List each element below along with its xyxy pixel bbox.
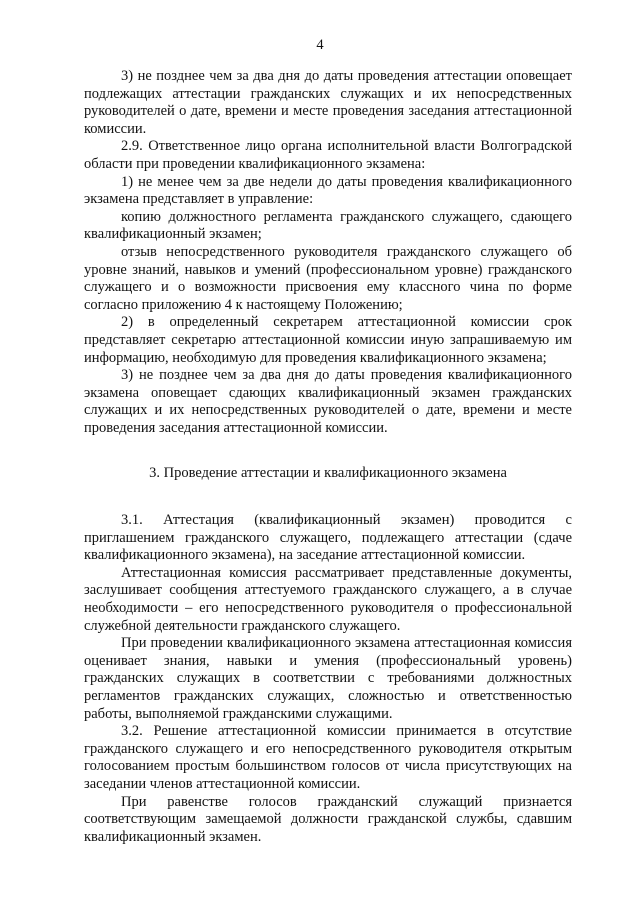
paragraph-2-9: 2.9. Ответственное лицо органа исполнительной власти Волгоградской области при проведении квалификационного экзамена: <box>84 138 572 172</box>
paragraph-exam-item-2: 2) в определенный секретарем аттестационной комиссии срок представляет секретарю аттестационной комиссии иную запрашиваемую им информацию, необходимую для проведения квалификационного экзамена; <box>84 314 572 366</box>
document-body <box>84 68 572 846</box>
paragraph-commission-review: Аттестационная комиссия рассматривает представленные документы, заслушивает сообщения аттестуемого гражданского служащего, а в случае необходимости – его непосредственного руководителя о профессиональной служебной деятельности гражданского служащего. <box>84 564 572 634</box>
paragraph-3-1: 3.1. Аттестация (квалификационный экзамен) проводится с приглашением гражданского служащего, подлежащего аттестации (сдаче квалификационного экзамена), на заседание аттестационной комиссии. <box>84 512 572 564</box>
paragraph-tie-vote: При равенстве голосов гражданский служащий признается соответствующим замещаемой должности гражданской службы, сдавшим квалификационный экзамен. <box>84 793 572 845</box>
paragraph-exam-item-3: 3) не позднее чем за два дня до даты проведения квалификационного экзамена оповещает сдающих квалификационный экзамен гражданских служащих и их непосредственных руководителей о дате, времени и месте проведения заседания аттестационной комиссии. <box>84 367 572 436</box>
paragraph-notify-attestation: 3) не позднее чем за два дня до даты проведения аттестации оповещает подлежащих аттестации гражданских служащих и их непосредственных руководителей о дате, времени и месте проведения заседания аттестационной комиссии. <box>84 68 572 137</box>
paragraph-exam-item-1: 1) не менее чем за две недели до даты проведения квалификационного экзамена представляет в управление: <box>84 173 572 208</box>
paragraph-exam-evaluation: При проведении квалификационного экзамена аттестационная комиссия оценивает знания, навыки и умения (профессиональный уровень) гражданских служащих в соответствии с требованиями должностных регламентов гражданских служащих, сложностью и ответственностью работы, выполняемой гражданскими служащими. <box>84 635 572 722</box>
paragraph-supervisor-review: отзыв непосредственного руководителя гражданского служащего об уровне знаний, навыков и умений (профессиональном уровне) гражданского служащего и о возможности присвоения ему классного чина по форме согласно приложению 4 к настоящему Положению; <box>84 243 572 313</box>
page-number: 4 <box>316 37 324 53</box>
section-heading: 3. Проведение аттестации и квалификационного экзамена <box>149 465 507 482</box>
paragraph-regulation-copy: копию должностного регламента гражданского служащего, сдающего квалификационный экзамен; <box>84 208 572 243</box>
paragraph-3-2: 3.2. Решение аттестационной комиссии принимается в отсутствие гражданского служащего и его непосредственного руководителя открытым голосованием простым большинством голосов от числа присутствующих на заседании членов аттестационной комиссии. <box>84 723 572 792</box>
